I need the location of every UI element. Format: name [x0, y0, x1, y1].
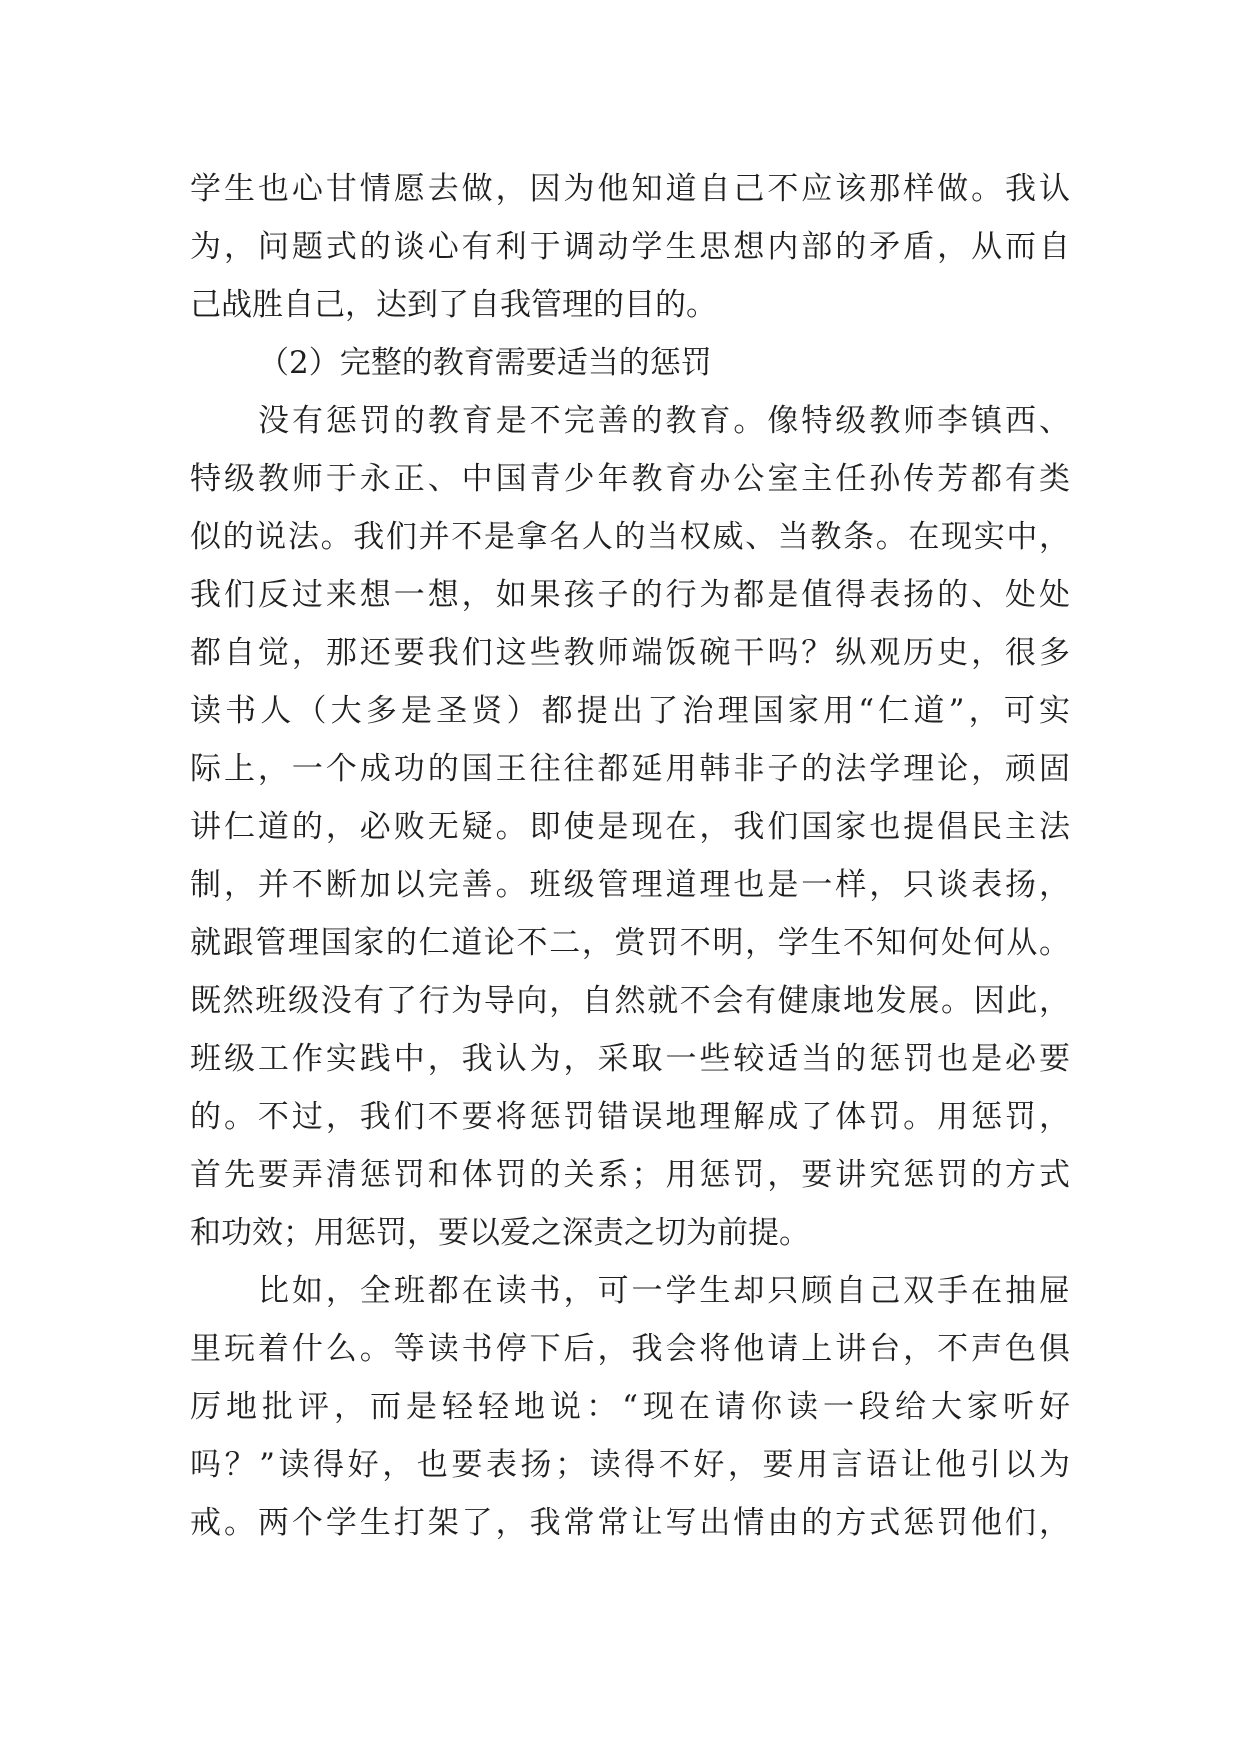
text-line: 的。不过，我们不要将惩罚错误地理解成了体罚。用惩罚，	[190, 1099, 1070, 1135]
text-line: 际上，一个成功的国王往往都延用韩非子的法学理论，顽固	[190, 751, 1070, 787]
text-line: 吗？”读得好，也要表扬；读得不好，要用言语让他引以为	[190, 1447, 1070, 1483]
text-line: 似的说法。我们并不是拿名人的当权威、当教条。在现实中，	[190, 519, 1070, 555]
text-line: 戒。两个学生打架了，我常常让写出情由的方式惩罚他们，	[190, 1505, 1070, 1541]
text-line: 己战胜自己，达到了自我管理的目的。	[190, 287, 717, 323]
text-line: 和功效；用惩罚，要以爱之深责之切为前提。	[190, 1215, 810, 1251]
text-line: 没有惩罚的教育是不完善的教育。像特级教师李镇西、	[258, 403, 1070, 439]
text-line: 厉地批评，而是轻轻地说：“现在请你读一段给大家听好	[190, 1389, 1070, 1425]
section-heading: （2）完整的教育需要适当的惩罚	[258, 345, 712, 381]
text-line: 首先要弄清惩罚和体罚的关系；用惩罚，要讲究惩罚的方式	[190, 1157, 1070, 1193]
text-line: 就跟管理国家的仁道论不二，赏罚不明，学生不知何处何从。	[190, 925, 1070, 961]
text-line: 特级教师于永正、中国青少年教育办公室主任孙传芳都有类	[190, 461, 1070, 497]
text-line: 我们反过来想一想，如果孩子的行为都是值得表扬的、处处	[190, 577, 1070, 613]
text-line: 制，并不断加以完善。班级管理道理也是一样，只谈表扬，	[190, 867, 1070, 903]
text-line: 学生也心甘情愿去做，因为他知道自己不应该那样做。我认	[190, 171, 1070, 207]
text-line: 读书人（大多是圣贤）都提出了治理国家用“仁道”，可实	[190, 693, 1070, 729]
text-line: 里玩着什么。等读书停下后，我会将他请上讲台，不声色俱	[190, 1331, 1070, 1367]
text-line: 比如，全班都在读书，可一学生却只顾自己双手在抽屉	[258, 1273, 1070, 1309]
text-line: 班级工作实践中，我认为，采取一些较适当的惩罚也是必要	[190, 1041, 1070, 1077]
text-line: 讲仁道的，必败无疑。即使是现在，我们国家也提倡民主法	[190, 809, 1070, 845]
text-line: 既然班级没有了行为导向，自然就不会有健康地发展。因此，	[190, 983, 1070, 1019]
text-line: 为，问题式的谈心有利于调动学生思想内部的矛盾，从而自	[190, 229, 1070, 265]
body-text	[190, 160, 1070, 1552]
text-line: 都自觉，那还要我们这些教师端饭碗干吗？纵观历史，很多	[190, 635, 1070, 671]
